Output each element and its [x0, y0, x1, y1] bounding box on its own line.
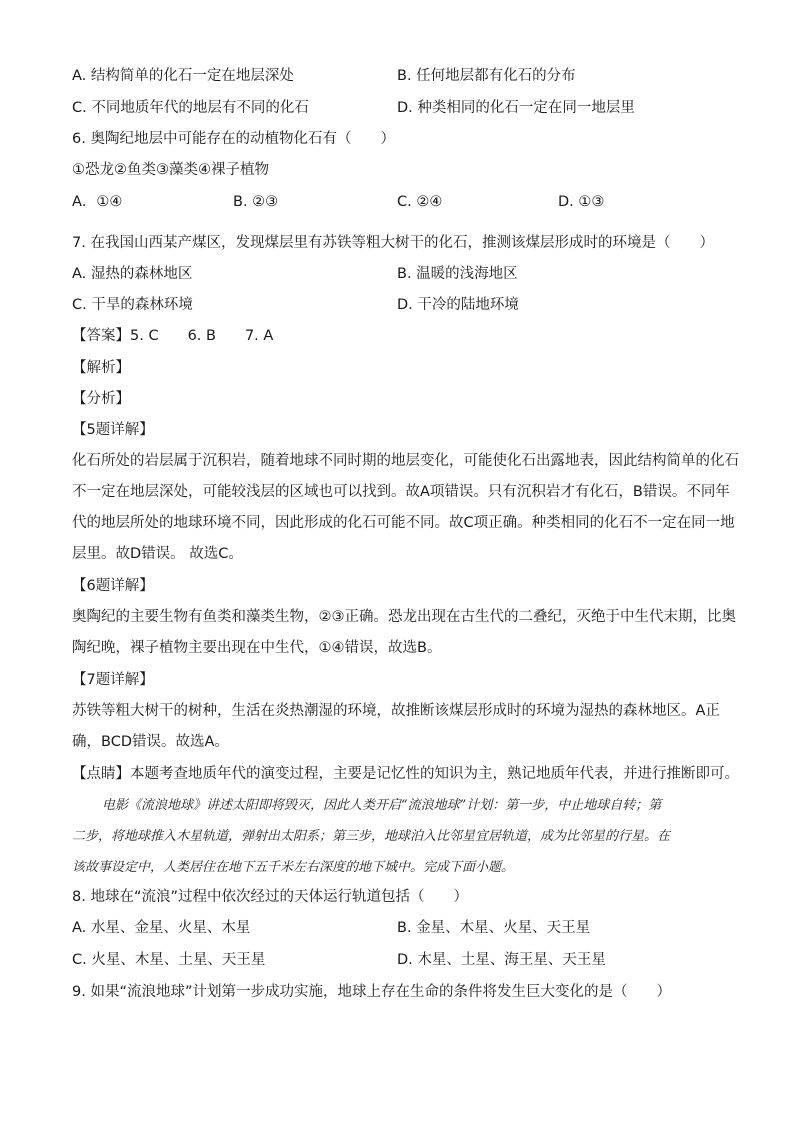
q5-option-b: B. 任何地层都有化石的分布 [397, 68, 576, 84]
detail-5-line: 层里。故D错误。 故选C。 [72, 546, 243, 562]
q6-option-d: D. ①③ [558, 194, 605, 210]
detail-6-line: 陶纪晚，裸子植物主要出现在中生代，①④错误，故选B。 [72, 640, 442, 656]
q7-option-d: D. 干冷的陆地环境 [397, 297, 519, 313]
answer-line: 【答案】5. C 6. B 7. A [72, 328, 274, 344]
detail-6-line: 奥陶纪的主要生物有鱼类和藻类生物，②③正确。恐龙出现在古生代的二叠纪，灭绝于中生代末期，比奥 [72, 609, 736, 625]
q6-option-b: B. ②③ [233, 194, 279, 210]
detail-7-heading: 【7题详解】 [72, 672, 154, 688]
q6-stem: 6. 奥陶纪地层中可能存在的动植物化石有（ ） [72, 131, 395, 147]
story-passage [72, 790, 724, 883]
detail-5-line: 代的地层所处的地球环境不同，因此形成的化石可能不同。故C项正确。种类相同的化石不一定在同一地 [72, 515, 735, 531]
q5-option-a: A. 结构简单的化石一定在地层深处 [72, 68, 294, 84]
fenxi-heading: 【分析】 [72, 391, 130, 407]
q8-option-c: C. 火星、木星、土星、天王星 [72, 952, 266, 968]
detail-5-paragraph [72, 446, 739, 570]
q7-stem: 7. 在我国山西某产煤区，发现煤层里有苏铁等粗大树干的化石，推测该煤层形成时的环境是（ ） [72, 235, 714, 251]
detail-7-line: 苏铁等粗大树干的树种，生活在炎热潮湿的环境，故推断该煤层形成时的环境为湿热的森林地区。A正 [72, 703, 720, 719]
detail-5-line: 不一定在地层深处，可能较浅层的区域也可以找到。故A项错误。只有沉积岩才有化石，B错误。不同年 [72, 484, 730, 500]
q5-option-c: C. 不同地质年代的地层有不同的化石 [72, 100, 309, 116]
q8-option-a: A. 水星、金星、火星、木星 [72, 920, 251, 936]
story-line: 二步，将地球推入木星轨道，弹射出太阳系；第三步，地球泊入比邻星宜居轨道，成为比邻星的行星。在 [72, 829, 671, 844]
q9-stem: 9. 如果“流浪地球”计划第一步成功实施，地球上存在生命的条件将发生巨大变化的是（ ） [72, 984, 671, 1000]
q7-option-c: C. 干旱的森林环境 [72, 297, 193, 313]
q7-option-a: A. 湿热的森林地区 [72, 266, 193, 282]
detail-5-line: 化石所处的岩层属于沉积岩，随着地球不同时期的地层变化，可能使化石出露地表，因此结构简单的化石 [72, 453, 739, 469]
detail-6-paragraph [72, 602, 736, 664]
q8-option-d: D. 木星、土星、海王星、天王星 [397, 952, 606, 968]
jiexi-heading: 【解析】 [72, 360, 130, 376]
q5-option-d: D. 种类相同的化石一定在同一地层里 [397, 100, 635, 116]
detail-5-heading: 【5题详解】 [72, 422, 154, 438]
q6-sub-options: ①恐龙②鱼类③藻类④裸子植物 [72, 162, 269, 178]
q8-stem: 8. 地球在“流浪”过程中依次经过的天体运行轨道包括（ ） [72, 889, 468, 905]
detail-6-heading: 【6题详解】 [72, 578, 154, 594]
q6-option-a: A．①④ [72, 194, 123, 210]
story-line: 该故事设定中，人类居住在地下五千米左右深度的地下城中。完成下面小题。 [72, 860, 515, 875]
detail-7-line: 确，BCD错误。故选A。 [72, 734, 229, 750]
detail-7-paragraph [72, 696, 724, 758]
q8-option-b: B. 金星、木星、火星、天王星 [397, 920, 591, 936]
dianjing-note: 【点睛】本题考查地质年代的演变过程，主要是记忆性的知识为主，熟记地质年代表，并进行推断即可。 [72, 766, 739, 782]
q7-option-b: B. 温暖的浅海地区 [397, 266, 518, 282]
q6-option-c: C. ②④ [397, 194, 443, 210]
story-line: 电影《流浪地球》讲述太阳即将毁灭，因此人类开启“流浪地球”计划：第一步，中止地球自转；第 [102, 798, 662, 813]
